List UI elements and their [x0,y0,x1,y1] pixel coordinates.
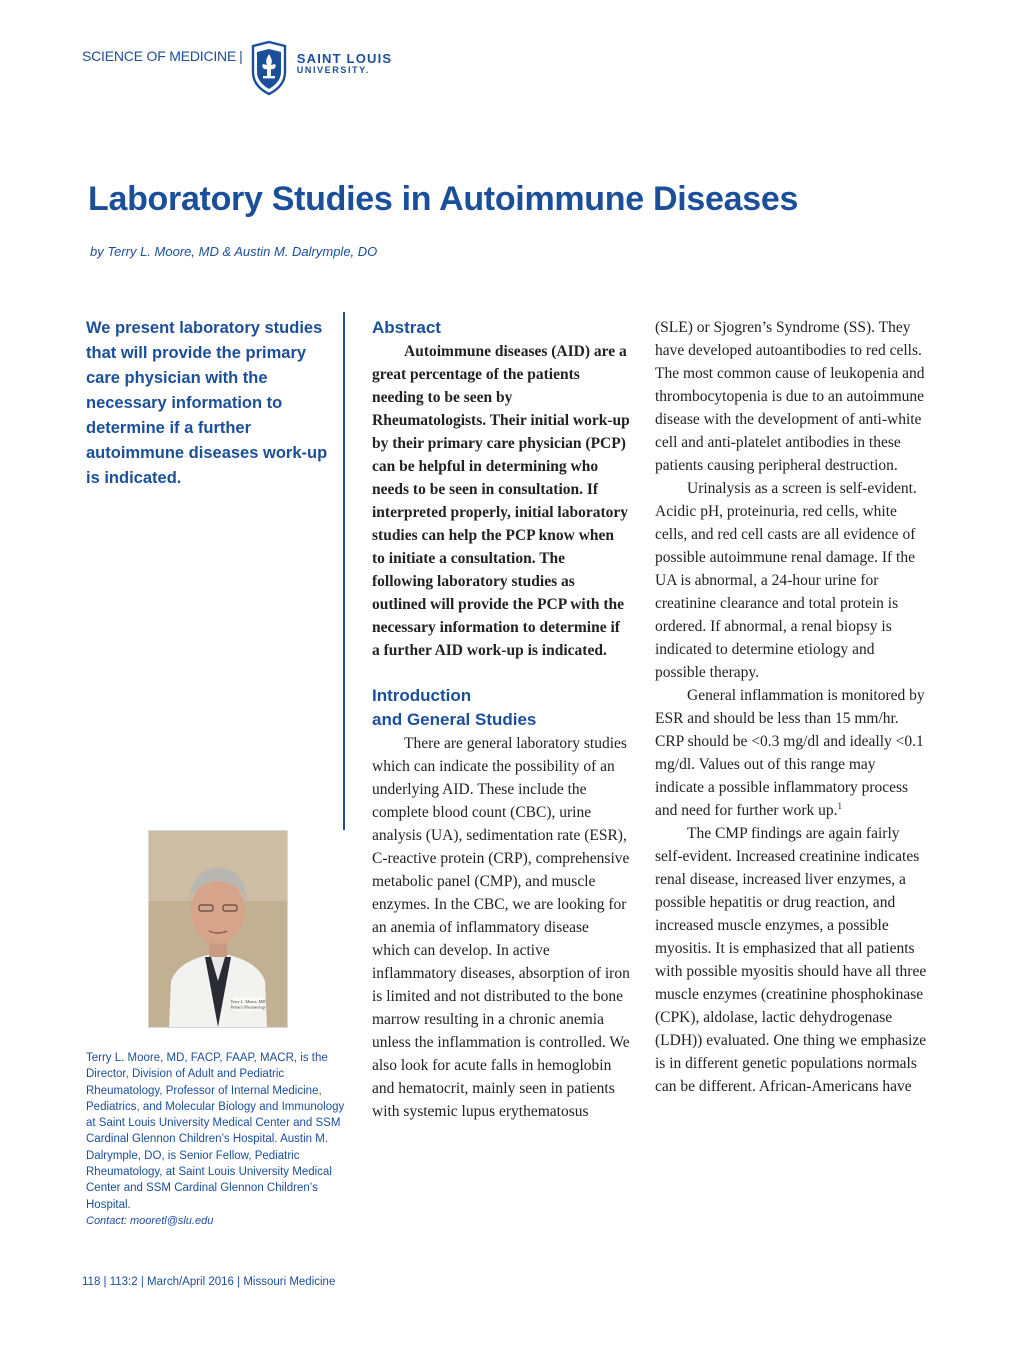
author-bio-text: Terry L. Moore, MD, FACP, FAAP, MACR, is the Director, Division of Adult and Pediatric Rheumatology, Professor of Internal Medicine, Pediatrics, and Molecular Biology and Immunology at Saint Louis University Medical Center and SSM Cardinal Glennon Children’s Hospital. Austin M. Dalrymple, DO, is Senior Fellow, Pediatric Rheumatology, at Saint Louis University Medical Center and SSM Cardinal Glennon Children’s Hospital. [86,1052,345,1211]
pull-quote: We present laboratory studies that will provide the primary care physician with the necessary information to determine if a further autoimmune diseases work-up is indicated. [86,319,328,487]
coat-name-tag-line1: Terry L. Moore, MD [230,999,266,1004]
abstract-text: Autoimmune diseases (AID) are a great percentage of the patients needing to be seen by Rheumatologists. Their initial work-up by their primary care physician (PCP) can be helpful in determining who needs to be seen in consultation. If interpreted properly, initial laboratory studies can help the PCP know when to initiate a consultation. The following laboratory studies as outlined will provide the PCP with the necessary information to determine if a further AID work-up is indicated. [372,343,630,659]
university-wordmark [297,52,393,75]
header-separator: | [239,48,243,64]
university-name-line1: SAINT LOUIS [296,51,393,66]
intro-paragraph: There are general laboratory studies which can indicate the possibility of an underlying AID. These include the complete blood count (CBC), urine analysis (UA), sedimentation rate (ESR), C-reactive protein (CRP), comprehensive metabolic panel (CMP), and muscle enzymes. In the CBC, we are looking for an anemia of inflammatory disease which can develop. In active inflammatory diseases, absorption of iron is limited and not distributed to the bone marrow resulting in a chronic anemia unless the inflammation is controlled. We also look for acute falls in hemoglobin and hematocrit, mainly seen in patients with systemic lupus erythematosus [372,735,630,1120]
intro-heading-line2: and General Studies [372,710,537,729]
col3-paragraph-2: Urinalysis as a screen is self-evident. Acidic pH, proteinuria, red cells, white cells, and red cell casts are all evidence of possible autoimmune renal damage. If the UA is abnormal, a 24-hour urine for creatinine clearance and total protein is ordered. If abnormal, a renal biopsy is indicated to determine etiology and possible therapy. [655,480,917,681]
university-shield-logo [249,40,289,96]
author-bio [86,1050,348,1229]
header-brand [82,40,392,96]
author-contact: Contact: mooretl@slu.edu [86,1214,214,1227]
coat-name-tag-line2: Pediatric Rheumatology [230,1005,266,1010]
col3-paragraph-3-text: General inflammation is monitored by ESR and should be less than 15 mm/hr. CRP should be <0.3 mg/dl and ideally <0.1 mg/dl. Values out of this range may indicate a possible inflammatory process and need for further work up. [655,687,925,819]
column-three [655,316,927,1098]
author-photo [148,830,288,1028]
col3-paragraph-4: The CMP findings are again fairly self-evident. Increased creatinine indicates renal disease, increased liver enzymes, a possible hepatitis or drug reaction, and increased muscle enzymes, a possible myositis. It is emphasized that all patients with possible myositis should have all three muscle enzymes (creatinine phosphokinase (CPK), aldolase, lactic dehydrogenase (LDH)) evaluated. One thing we emphasize is in different genetic populations normals can be different. African-Americans have [655,825,927,1095]
section-label: SCIENCE OF MEDICINE [82,48,237,64]
intro-heading-line1: Introduction [372,686,472,705]
column-divider [343,312,345,830]
university-name-line2: UNIVERSITY. [296,64,370,75]
page-footer: 118 | 113:2 | March/April 2016 | Missouri Medicine [82,1276,336,1288]
reference-marker: 1 [837,800,842,811]
col3-paragraph-1: (SLE) or Sjogren’s Syndrome (SS). They have developed autoantibodies to red cells. The most common cause of leukopenia and thrombocytopenia is due to an autoimmune disease with the development of anti-white cell and anti-platelet antibodies in these patients causing peripheral destruction. [655,319,925,474]
column-two [372,316,630,1123]
abstract-heading: Abstract [372,318,441,337]
byline: by Terry L. Moore, MD & Austin M. Dalrymple, DO [90,244,378,259]
col3-paragraph-3 [655,684,927,822]
article-title: Laboratory Studies in Autoimmune Diseases [88,180,799,218]
